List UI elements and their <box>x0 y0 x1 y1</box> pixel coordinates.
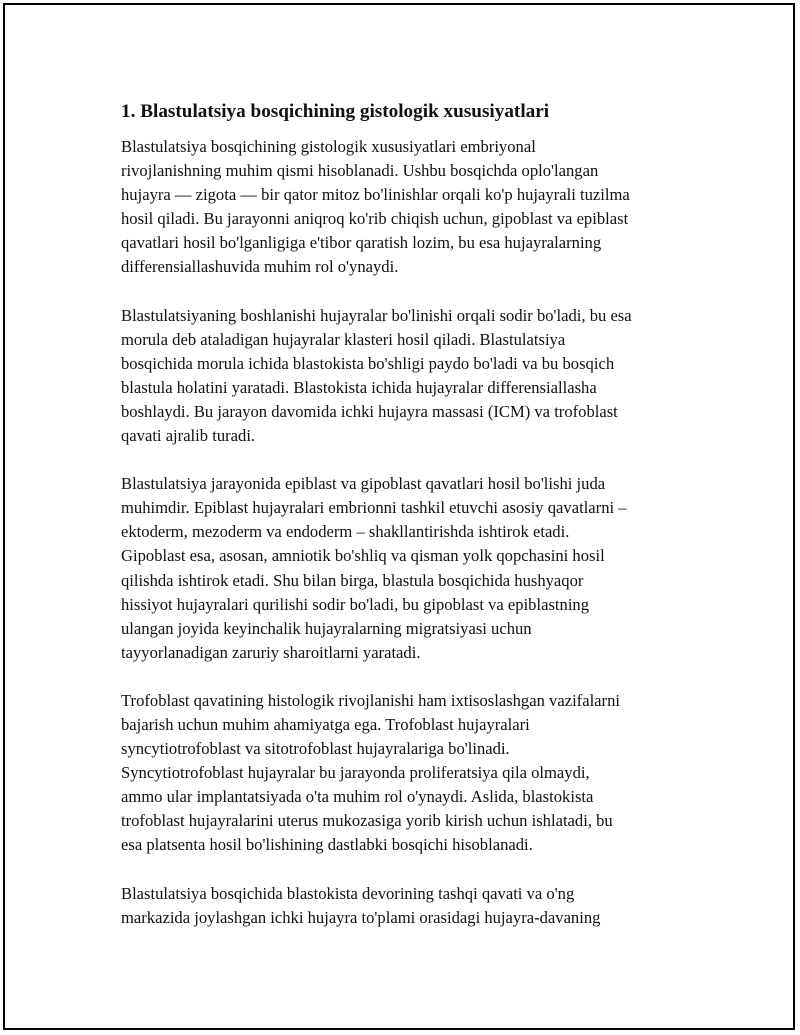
text-line: boshlaydi. Bu jarayon davomida ichki hujayra massasi (ICM) va trofoblast <box>121 401 618 421</box>
section-heading: 1. Blastulatsiya bosqichining gistologik xususiyatlari <box>121 101 550 122</box>
text-line: syncytiotrofoblast va sitotrofoblast hujayralariga bo'linadi. <box>121 739 510 759</box>
text-line: morula deb ataladigan hujayralar klasteri hosil qiladi. Blastulatsiya <box>121 329 566 349</box>
text-line: trofoblast hujayralarini uterus mukozasiga yorib kirish uchun ishlatadi, bu <box>121 811 613 831</box>
text-line: Blastulatsiya bosqichining gistologik xususiyatlari embriyonal <box>121 137 536 156</box>
text-line: bosqichida morula ichida blastokista bo'shligi paydo bo'ladi va bu bosqich <box>121 353 615 373</box>
text-line: rivojlanishning muhim qismi hisoblanadi. Ushbu bosqichda oplo'langan <box>121 161 599 181</box>
text-line: qavati ajralib turadi. <box>121 426 256 446</box>
text-line: hosil qiladi. Bu jarayonni aniqroq ko'rib chiqish uchun, gipoblast va epiblast <box>121 209 629 229</box>
text-line: qavatlari hosil bo'lganligiga e'tibor qaratish lozim, bu esa hujayralarning <box>121 233 602 253</box>
text-line: Blastulatsiya jarayonida epiblast va gipoblast qavatlari hosil bo'lishi juda <box>121 474 606 494</box>
text-line: tayyorlanadigan zaruriy sharoitlarni yaratadi. <box>121 642 421 662</box>
text-line: ammo ular implantatsiyada o'ta muhim rol o'ynaydi. Aslida, blastokista <box>121 787 594 807</box>
paragraph-3 <box>121 472 696 665</box>
text-line: Syncytiotrofoblast hujayralar bu jarayonda proliferatsiya qila olmaydi, <box>121 763 590 783</box>
paragraph-4 <box>121 689 696 858</box>
text-line: qilishda ishtirok etadi. Shu bilan birga, blastula bosqichida hushyaqor <box>121 570 584 590</box>
document-body <box>121 98 696 954</box>
text-line: Blastulatsiyaning boshlanishi hujayralar bo'linishi orqali sodir bo'ladi, bu esa <box>121 305 632 325</box>
paragraph-1 <box>121 135 696 280</box>
text-line: muhimdir. Epiblast hujayralari embrionni tashkil etuvchi asosiy qavatlarni – <box>121 498 627 518</box>
text-line: Trofoblast qavatining histologik rivojlanishi ham ixtisoslashgan vazifalarni <box>121 690 620 710</box>
text-line: markazida joylashgan ichki hujayra to'plami orasidagi hujayra-davaning <box>121 907 601 927</box>
text-line: bajarish uchun muhim ahamiyatga ega. Trofoblast hujayralari <box>121 714 530 734</box>
paragraph-2 <box>121 304 696 449</box>
text-line: ektoderm, mezoderm va endoderm – shakllantirishda ishtirok etadi. <box>121 522 570 542</box>
paragraph-5 <box>121 882 696 930</box>
text-line: differensiallashuvida muhim rol o'ynaydi. <box>121 257 399 277</box>
text-line: hissiyot hujayralari qurilishi sodir bo'ladi, bu gipoblast va epiblastning <box>121 594 590 614</box>
text-line: esa platsenta hosil bo'lishining dastlabki bosqichi hisoblanadi. <box>121 835 533 855</box>
text-line: Blastulatsiya bosqichida blastokista devorining tashqi qavati va o'ng <box>121 883 575 903</box>
page-frame <box>3 3 795 1030</box>
text-line: Gipoblast esa, asosan, amniotik bo'shliq va qisman yolk qopchasini hosil <box>121 546 605 566</box>
text-line: ulangan joyida keyinchalik hujayralarning migratsiyasi uchun <box>121 618 532 638</box>
text-line: blastula holatini yaratadi. Blastokista ichida hujayralar differensiallasha <box>121 377 597 397</box>
text-line: hujayra — zigota — bir qator mitoz bo'linishlar orqali ko'p hujayrali tuzilma <box>121 185 630 205</box>
